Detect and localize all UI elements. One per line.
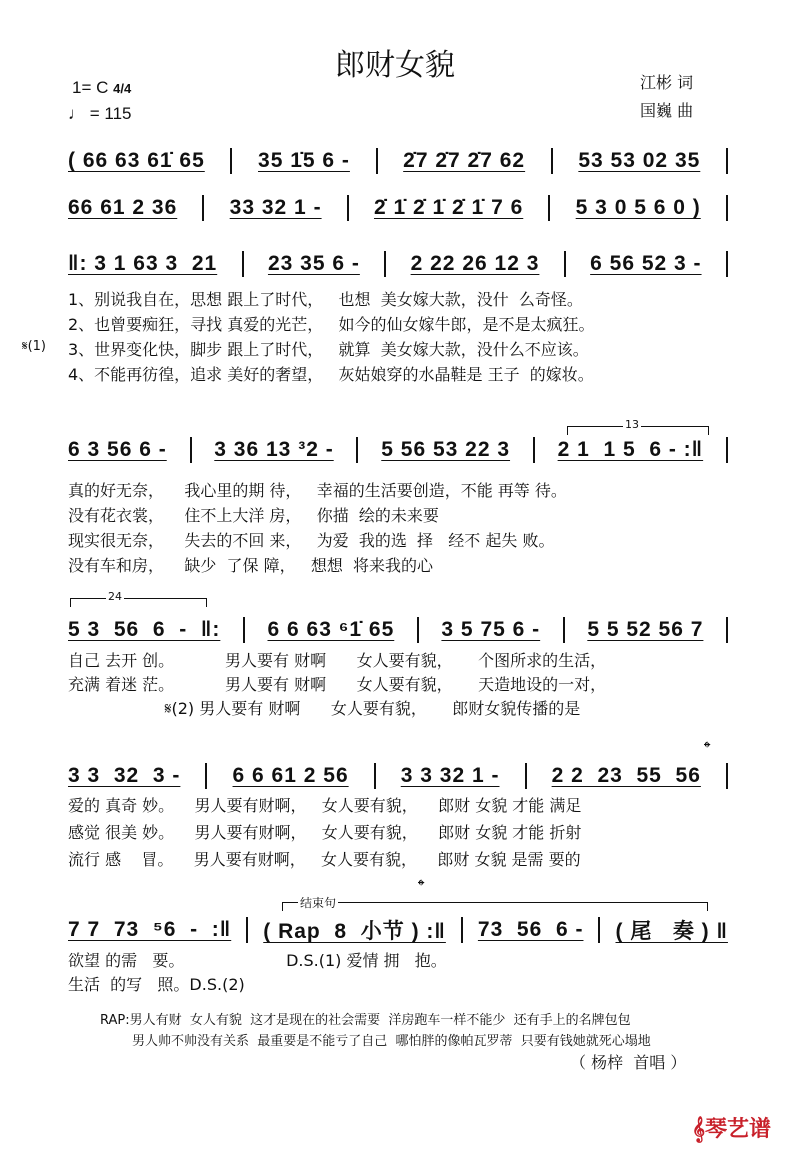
barline [374, 763, 376, 789]
song-title: 郎财女貌 [335, 48, 455, 83]
barline [242, 251, 244, 277]
barline [205, 763, 207, 789]
measure: 2 1 1 5 6 - :‖ [557, 438, 704, 461]
barline [533, 437, 535, 463]
barline [243, 617, 245, 643]
barline [551, 148, 553, 174]
tempo-marking: ♩ = 115 [68, 104, 132, 123]
lyric-line: 没有花衣裳， 住不上大洋 房， 你描 绘的未来要 [68, 506, 439, 525]
barline [417, 617, 419, 643]
barline [726, 195, 728, 221]
lyric-line: 2、也曾要痴狂，寻找 真爱的光芒， 如今的仙女嫁牛郎，是不是太疯狂。 [68, 315, 595, 334]
barline [726, 251, 728, 277]
lyric-line: 3、世界变化快，脚步 跟上了时代， 就算 美女嫁大款，没什么不应该。 [68, 340, 589, 359]
measure: 6 56 52 3 - [590, 252, 702, 275]
lyric-line: 流行 感 冒。 男人要有财啊， 女人要有貌， 郎财 女貌 是需 要的 [68, 850, 581, 869]
time-signature: 4/4 [113, 81, 132, 96]
measure: 53 53 02 35 [578, 149, 701, 172]
lyric-line: 4、不能再彷徨，追求 美好的奢望， 灰姑娘穿的水晶鞋是 王子 的嫁妆。 [68, 365, 594, 384]
barline [598, 917, 600, 943]
measure: 2 22 26 12 3 [410, 252, 540, 275]
measure: 5 5 52 56 7 [587, 618, 704, 641]
measure: 6 3 56 6 - [68, 438, 167, 461]
measure: 3 36 13 ³2 - [214, 438, 334, 461]
measure: 6 6 61 2 56 [232, 764, 349, 787]
score-row [68, 194, 728, 222]
measure: 5 56 53 22 3 [381, 438, 511, 461]
barline [726, 148, 728, 174]
key-signature [72, 78, 131, 98]
measure: 3 3 32 3 - [68, 764, 181, 787]
key-label: 1= C [72, 78, 109, 97]
barline [230, 148, 232, 174]
measure: 3 5 75 6 - [441, 618, 541, 641]
lyric-line: 𝄋(2) 男人要有 财啊 女人要有貌， 郎财女貌传播的是 [68, 699, 581, 718]
volta-bracket-24 [70, 590, 207, 607]
singer-credit: （ 杨梓 首唱 ） [570, 1053, 687, 1072]
score-row [68, 436, 728, 464]
measure: 3 3 32 1 - [400, 764, 500, 787]
measure: ‖: 3 1 63 3 21 [68, 252, 218, 275]
volta-label: 13 [625, 418, 639, 431]
score-row [68, 147, 728, 175]
volta-bracket-13 [567, 418, 709, 435]
watermark-text: 琴艺谱 [705, 1117, 772, 1142]
measure: ( Rap 8 小节 ) :‖ [263, 920, 446, 943]
barline [726, 437, 728, 463]
lyric-line: 欲望 的需 要。 D.S.(1) 爱情 拥 抱。 [68, 951, 447, 970]
coda-icon: 𝄌 [704, 738, 711, 759]
measure: 73 56 6 - [477, 918, 584, 941]
score-row [68, 616, 728, 644]
barline [246, 917, 248, 943]
volta-label: 24 [108, 590, 122, 603]
barline [347, 195, 349, 221]
lyric-line: 生活 的写 照。D.S.(2) [68, 975, 245, 994]
barline [525, 763, 527, 789]
barline [726, 763, 728, 789]
measure: 23 35 6 - [267, 252, 360, 275]
barline [202, 195, 204, 221]
measure: ( 66 63 61̇ 65 [68, 149, 205, 172]
barline [726, 617, 728, 643]
measure: 33 32 1 - [229, 196, 322, 219]
lyric-line: 没有车和房， 缺少 了保 障， 想想 将来我的心 [68, 556, 434, 575]
barline [356, 437, 358, 463]
measure: ( 尾 奏 ) ‖ [615, 920, 728, 943]
barline [461, 917, 463, 943]
measure: 7 7 73 ⁵6 - :‖ [68, 918, 232, 941]
barline [563, 617, 565, 643]
lyricist-credit: 江彬 词 [640, 73, 694, 92]
segno-sign-1: 𝄋(1) [22, 339, 47, 354]
measure: 5 3 56 6 - ‖: [68, 618, 221, 641]
ending-bracket [282, 896, 708, 911]
barline [376, 148, 378, 174]
lyric-line: 自己 去开 创。 男人要有 财啊 女人要有貌， 个图所求的生活， [68, 651, 607, 670]
measure: 6 6 63 ⁶1̇ 65 [267, 618, 395, 641]
barline [190, 437, 192, 463]
lyric-line: 1、别说我自在，思想 跟上了时代， 也想 美女嫁大款，没什 么奇怪。 [68, 290, 583, 309]
measure: 5 3 0 5 6 0 ) [575, 196, 701, 219]
ending-label: 结束句 [300, 896, 337, 910]
measure: 2̇7 2̇7 2̇7 62 [403, 149, 526, 172]
composer-credit: 国巍 曲 [640, 101, 694, 120]
lyric-line: 充满 着迷 茫。 男人要有 财啊 女人要有貌， 天造地设的一对， [68, 675, 607, 694]
lyric-line: 现实很无奈， 失去的不回 来， 为爱 我的选 择 经不 起失 败。 [68, 531, 555, 550]
measure: 35 1̇5 6 - [258, 149, 350, 172]
score-row [68, 762, 728, 790]
lyric-line: 感觉 很美 妙。 男人要有财啊， 女人要有貌， 郎财 女貌 才能 折射 [68, 823, 582, 842]
lyric-line: 真的好无奈， 我心里的期 待， 幸福的生活要创造，不能 再等 待。 [68, 481, 567, 500]
measure: 2̇ 1̇ 2̇ 1̇ 2̇ 1̇ 7 6 [373, 196, 524, 219]
barline [384, 251, 386, 277]
watermark-logo: 𝄞琴艺谱 [692, 1117, 772, 1142]
measure: 66 61 2 36 [68, 196, 178, 219]
barline [564, 251, 566, 277]
score-row [68, 250, 728, 278]
lyric-line: 爱的 真奇 妙。 男人要有财啊， 女人要有貌， 郎财 女貌 才能 满足 [68, 796, 582, 815]
rap-line-2: 男人帅不帅没有关系 最重要是不能亏了自己 哪怕胖的像帕瓦罗蒂 只要有钱她就死心塌地 [132, 1034, 651, 1049]
measure: 2 2 23 55 56 [551, 764, 701, 787]
score-row [68, 916, 728, 944]
rap-line-1: RAP:男人有财 女人有貌 这才是现在的社会需要 洋房跑车一样不能少 还有手上的名牌包包 [100, 1013, 631, 1028]
coda-icon: 𝄌 [418, 876, 425, 897]
barline [548, 195, 550, 221]
